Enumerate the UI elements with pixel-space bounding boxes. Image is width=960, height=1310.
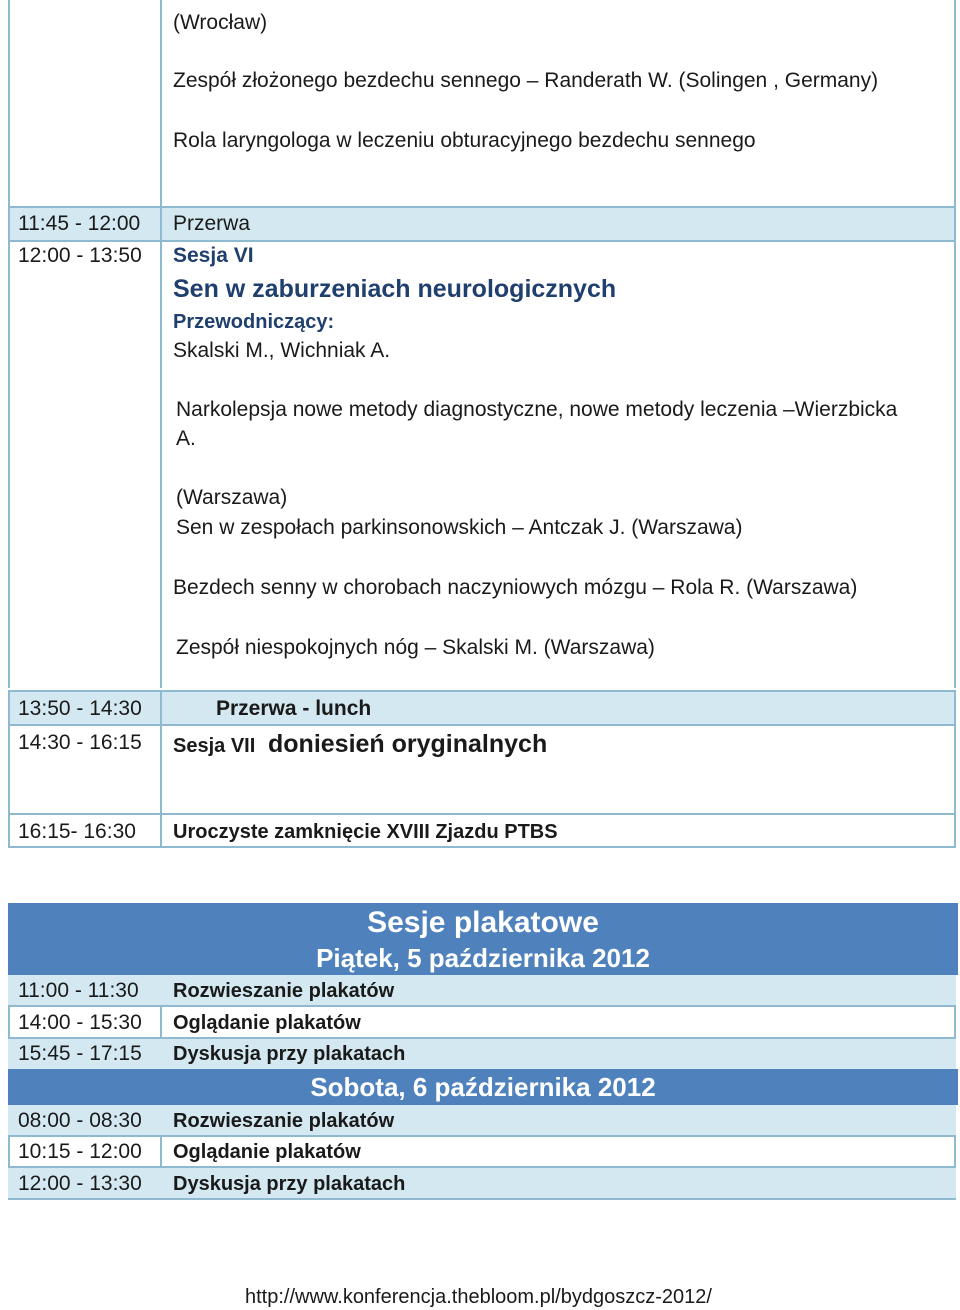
table-border-bottom [8, 1198, 956, 1200]
break-time: 11:45 - 12:00 [18, 212, 141, 235]
talk-line: Zespół niespokojnych nóg – Skalski M. (Warszawa) [176, 636, 655, 659]
talk-line: Zespół złożonego bezdechu sennego – Randerath W. (Solingen , Germany) [173, 69, 879, 92]
chairs: Skalski M., Wichniak A. [173, 339, 391, 362]
talk-line: Bezdech senny w chorobach naczyniowych mózgu – Rola R. (Warszawa) [173, 576, 858, 599]
poster-time: 12:00 - 13:30 [18, 1172, 142, 1195]
session-time: 12:00 - 13:50 [18, 244, 142, 267]
session-title: Sen w zaburzeniach neurologicznych [173, 275, 617, 303]
closing-label: Uroczyste zamknięcie XVIII Zjazdu PTBS [173, 821, 558, 843]
table-border-right [954, 690, 956, 848]
lunch-time: 13:50 - 14:30 [18, 697, 142, 720]
session-label: Sesja VI [173, 244, 254, 267]
table-border-bottom [8, 846, 956, 848]
table-border-left [8, 208, 10, 688]
poster-row [8, 1105, 956, 1136]
table-border-right [954, 208, 956, 688]
session-time: 14:30 - 16:15 [18, 731, 142, 754]
chair-label: Przewodniczący: [173, 311, 335, 333]
poster-activity: Rozwieszanie plakatów [173, 980, 395, 1002]
day1-heading: Piątek, 5 października 2012 [316, 943, 650, 973]
poster-activity: Dyskusja przy plakatach [173, 1173, 406, 1195]
poster-row [8, 1039, 956, 1069]
session-label: Sesja VII [173, 735, 256, 757]
talk-line: A. [176, 427, 196, 450]
column-divider [160, 0, 162, 208]
table-border-right [954, 0, 956, 208]
session-title: doniesień oryginalnych [268, 730, 548, 758]
talk-line: Sen w zespołach parkinsonowskich – Antczak J. (Warszawa) [176, 516, 743, 539]
table-border-left [8, 690, 10, 848]
talk-affiliation: (Wrocław) [173, 11, 268, 34]
row-divider [8, 1135, 956, 1137]
footer-url[interactable]: http://www.konferencja.thebloom.pl/bydgoszcz-2012/ [245, 1286, 712, 1308]
poster-time: 10:15 - 12:00 [18, 1140, 142, 1163]
break-label: Przerwa [173, 212, 251, 235]
column-divider [160, 208, 162, 688]
row-divider [8, 240, 956, 242]
table-border-left [8, 0, 10, 208]
row-divider [8, 724, 956, 726]
poster-row [8, 1168, 956, 1199]
poster-row [8, 975, 956, 1006]
row-divider [8, 813, 956, 815]
closing-time: 16:15- 16:30 [18, 820, 136, 843]
poster-time: 14:00 - 15:30 [18, 1011, 142, 1034]
talk-line: Narkolepsja nowe metody diagnostyczne, nowe metody leczenia –Wierzbicka [176, 398, 898, 421]
talk-line: Rola laryngologa w leczeniu obturacyjnego bezdechu sennego [173, 129, 756, 152]
column-divider [160, 690, 162, 848]
lunch-label: Przerwa - lunch [216, 697, 372, 720]
talk-line: (Warszawa) [176, 486, 288, 509]
poster-activity: Oglądanie plakatów [173, 1012, 361, 1034]
break-row [8, 208, 956, 240]
poster-time: 11:00 - 11:30 [18, 979, 139, 1002]
posters-header [8, 903, 958, 975]
poster-time: 08:00 - 08:30 [18, 1109, 142, 1132]
lunch-row [8, 692, 956, 724]
poster-activity: Rozwieszanie plakatów [173, 1110, 395, 1132]
poster-activity: Dyskusja przy plakatach [173, 1043, 406, 1065]
day2-header [8, 1069, 958, 1105]
poster-activity: Oglądanie plakatów [173, 1141, 361, 1163]
posters-title: Sesje plakatowe [367, 906, 599, 939]
poster-time: 15:45 - 17:15 [18, 1042, 142, 1065]
row-divider [8, 1005, 956, 1007]
day2-heading: Sobota, 6 października 2012 [310, 1072, 656, 1102]
